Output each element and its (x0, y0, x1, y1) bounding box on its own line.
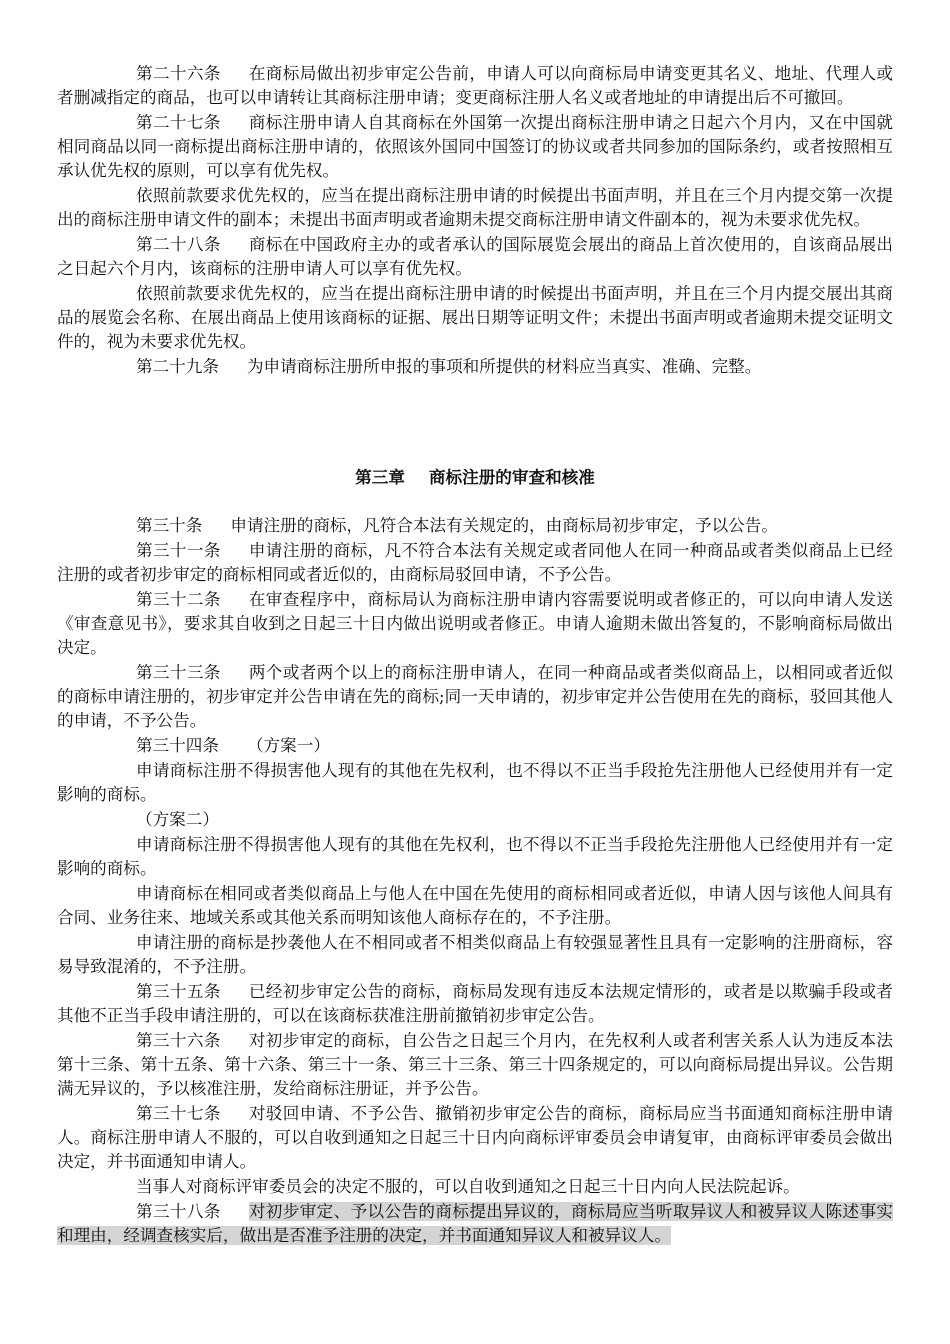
paragraph (57, 355, 893, 379)
article-number: 第三十五条 (136, 982, 221, 1001)
paragraph-text: 依照前款要求优先权的，应当在提出商标注册申请的时候提出书面声明，并且在三个月内提交第一次提出的商标注册申请文件的副本；未提出书面声明或者逾期未提交商标注册申请文件副本的，视为未要求优先权。 (57, 186, 893, 229)
paragraph (57, 734, 893, 758)
chapter-number: 第三章 (355, 468, 405, 487)
article-number: 第三十四条 (136, 736, 219, 755)
paragraph-text: 已经初步审定公告的商标，商标局发现有违反本法规定情形的，或者是以欺骗手段或者其他不正当手段申请注册的，可以在该商标获准注册前撤销初步审定公告。 (57, 982, 893, 1025)
article-number: 第三十二条 (136, 590, 221, 609)
article-number: 第二十六条 (136, 64, 221, 83)
article-number: 第三十七条 (136, 1104, 221, 1123)
paragraph-text: 申请注册的商标，凡不符合本法有关规定或者同他人在同一种商品或者类似商品上已经注册的或者初步审定的商标相同或者近似的，由商标局驳回申请，不予公告。 (57, 541, 893, 584)
paragraph-text: 申请注册的商标是抄袭他人在不相同或者不相类似商品上有较强显著性且具有一定影响的注册商标，容易导致混淆的，不予注册。 (57, 933, 893, 976)
paragraph (57, 980, 893, 1028)
highlighted-text[interactable]: 对初步审定、予以公告的商标提出异议的，商标局应当听取异议人和被异议人陈述事实和理由，经调查核实后，做出是否准予注册的决定，并书面通知异议人和被异议人。 (57, 1202, 893, 1245)
paragraph-text: （方案一） (246, 736, 330, 755)
article-number: 第三十一条 (136, 541, 221, 560)
paragraph (57, 1175, 893, 1199)
paragraph-text: 对初步审定的商标，自公告之日起三个月内，在先权利人或者利害关系人认为违反本法第十三条、第十五条、第十六条、第三十一条、第三十三条、第三十四条规定的，可以向商标局提出异议。公告期满无异议的，予以核准注册，发给商标注册证，并予公告。 (57, 1031, 893, 1098)
article-number: 第二十九条 (136, 357, 219, 376)
paragraph-text: 商标在中国政府主办的或者承认的国际展览会展出的商品上首次使用的，自该商品展出之日起六个月内，该商标的注册申请人可以享有优先权。 (57, 235, 893, 278)
paragraph (57, 539, 893, 587)
paragraph-text: 申请商标注册不得损害他人现有的其他在先权利，也不得以不正当手段抢先注册他人已经使用并有一定影响的商标。 (57, 761, 893, 804)
paragraph (57, 759, 893, 807)
article-number: 第三十条 (136, 516, 203, 535)
article-number: 第三十三条 (136, 663, 221, 682)
paragraph-text: 商标注册申请人自其商标在外国第一次提出商标注册申请之日起六个月内，又在中国就相同商品以同一商标提出商标注册申请的，依照该外国同中国签订的协议或者共同参加的国际条约，或者按照相互承认优先权的原则，可以享有优先权。 (57, 113, 893, 180)
paragraph-text: 申请商标注册不得损害他人现有的其他在先权利，也不得以不正当手段抢先注册他人已经使用并有一定影响的商标。 (57, 835, 893, 878)
paragraph (57, 282, 893, 354)
paragraph-text: 在审查程序中，商标局认为商标注册申请内容需要说明或者修正的，可以向申请人发送《审查意见书》，要求其自收到之日起三十日内做出说明或者修正。申请人逾期未做出答复的，不影响商标局做出决定。 (57, 590, 893, 657)
article-number: 第三十六条 (136, 1031, 221, 1050)
paragraph-text: 对驳回申请、不予公告、撤销初步审定公告的商标，商标局应当书面通知商标注册申请人。商标注册申请人不服的，可以自收到通知之日起三十日内向商标评审委员会申请复审，由商标评审委员会做出决定，并书面通知申请人。 (57, 1104, 893, 1171)
section-before-chapter (57, 62, 893, 380)
paragraph-text: 两个或者两个以上的商标注册申请人，在同一种商品或者类似商品上，以相同或者近似的商标申请注册的，初步审定并公告申请在先的商标;同一天申请的，初步审定并公告使用在先的商标，驳回其他人的申请，不予公告。 (57, 663, 893, 730)
paragraph (57, 184, 893, 232)
chapter-heading (0, 464, 950, 488)
paragraph-text: 当事人对商标评审委员会的决定不服的，可以自收到通知之日起三十日内向人民法院起诉。 (136, 1177, 800, 1196)
paragraph-text: 依照前款要求优先权的，应当在提出商标注册申请的时候提出书面声明，并且在三个月内提交展出其商品的展览会名称、在展出商品上使用该商标的证据、展出日期等证明文件；未提出书面声明或者逾期未提交证明文件的，视为未要求优先权。 (57, 284, 893, 351)
paragraph (57, 111, 893, 183)
paragraph-text: （方案二） (136, 810, 219, 829)
article-number: 第二十八条 (136, 235, 221, 254)
paragraph (57, 882, 893, 930)
paragraph (57, 233, 893, 281)
paragraph-text: 在商标局做出初步审定公告前，申请人可以向商标局申请变更其名义、地址、代理人或者删减指定的商品，也可以申请转让其商标注册申请；变更商标注册人名义或者地址的申请提出后不可撤回。 (57, 64, 893, 107)
paragraph (57, 514, 893, 538)
paragraph-text: 申请商标在相同或者类似商品上与他人在中国在先使用的商标相同或者近似，申请人因与该他人间具有合同、业务往来、地域关系或其他关系而明知该他人商标存在的，不予注册。 (57, 884, 893, 927)
paragraph (57, 661, 893, 733)
chapter-title: 商标注册的审查和核准 (428, 468, 595, 487)
paragraph (57, 931, 893, 979)
paragraph (57, 833, 893, 881)
paragraph (57, 808, 893, 832)
paragraph (57, 1029, 893, 1101)
article-number: 第三十八条 (136, 1202, 221, 1221)
article-number: 第二十七条 (136, 113, 221, 132)
paragraph (57, 1102, 893, 1174)
paragraph (57, 62, 893, 110)
section-chapter-three (57, 514, 893, 1249)
paragraph-text: 申请注册的商标，凡符合本法有关规定的，由商标局初步审定，予以公告。 (230, 516, 778, 535)
paragraph-text: 为申请商标注册所申报的事项和所提供的材料应当真实、准确、完整。 (246, 357, 762, 376)
paragraph (57, 1200, 893, 1248)
paragraph (57, 588, 893, 660)
